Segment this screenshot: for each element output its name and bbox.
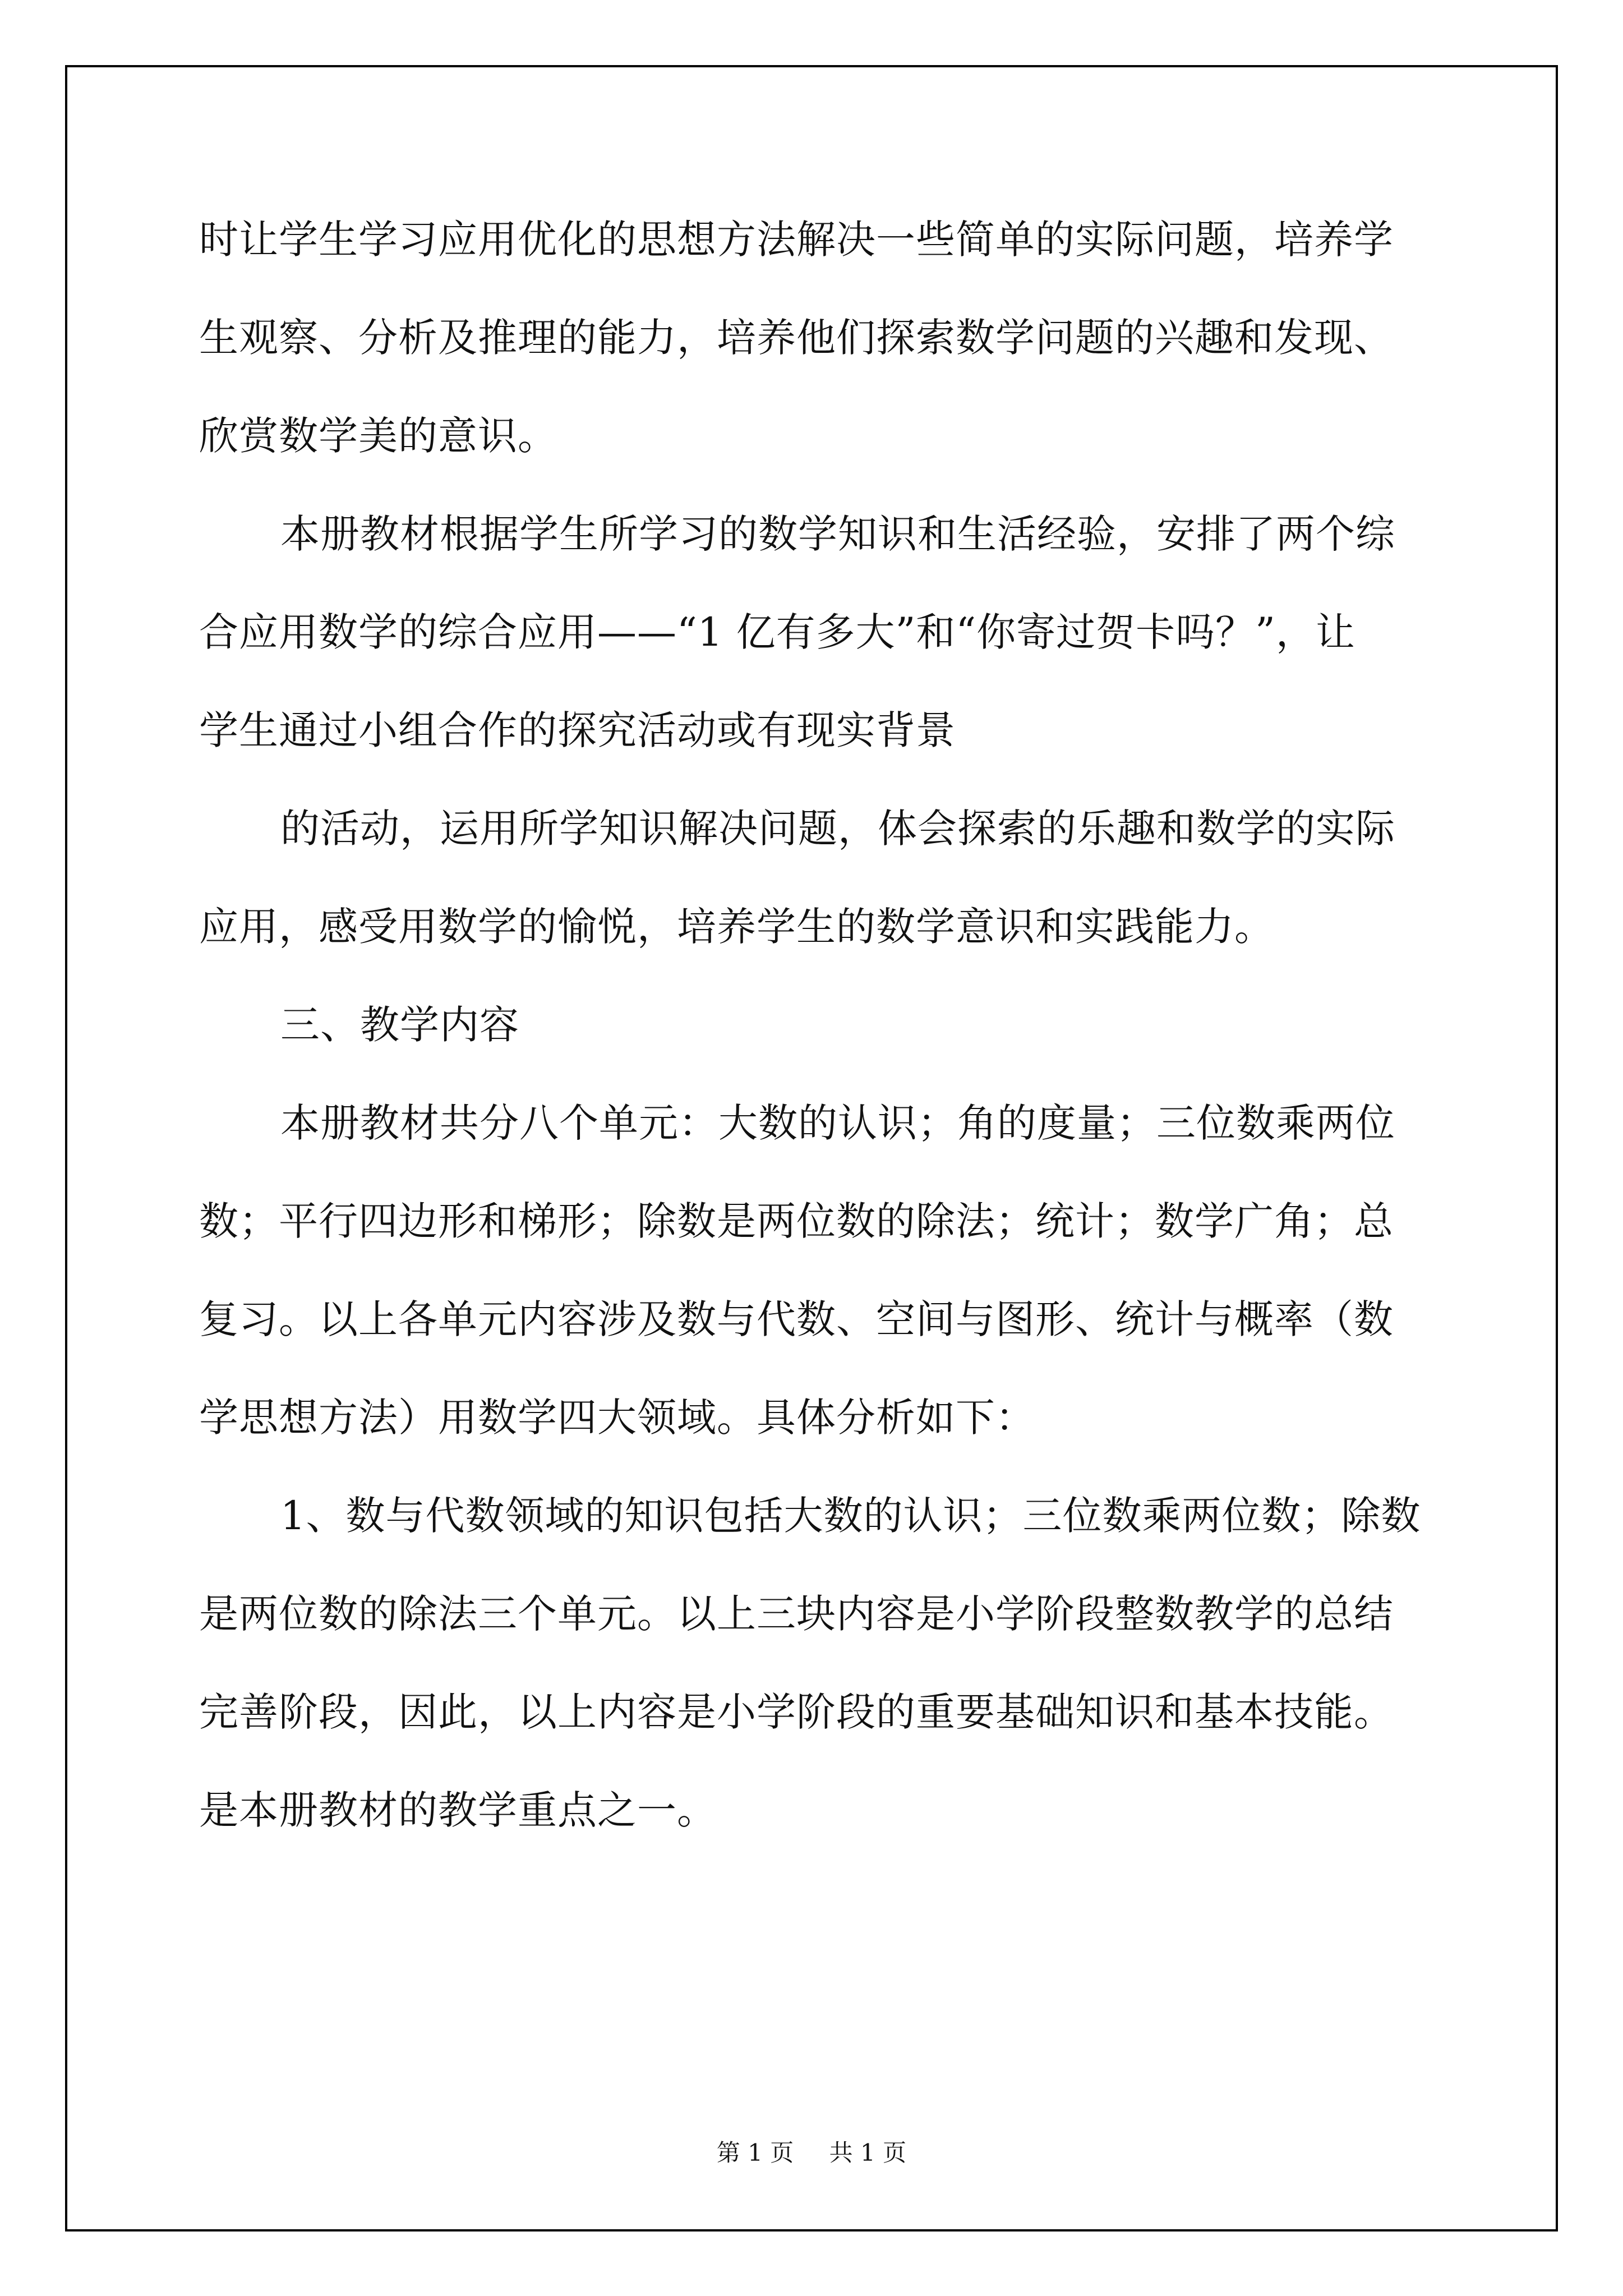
text-line: 合应用数学的综合应用——“1 亿有多大”和“你寄过贺卡吗？”，让 bbox=[199, 609, 1355, 655]
text-line: 1、数与代数领域的知识包括大数的认识；三位数乘两位数；除数 bbox=[280, 1493, 1421, 1539]
page-number: 第 1 页 bbox=[716, 2139, 794, 2166]
text-line: 本册教材共分八个单元：大数的认识；角的度量；三位数乘两位 bbox=[280, 1100, 1395, 1146]
text-line: 是本册教材的教学重点之一。 bbox=[199, 1787, 717, 1833]
text-line: 时让学生学习应用优化的思想方法解决一些简单的实际问题，培养学 bbox=[199, 217, 1394, 263]
text-line: 是两位数的除法三个单元。以上三块内容是小学阶段整数教学的总结 bbox=[199, 1591, 1394, 1637]
text-line: 的活动，运用所学知识解决问题，体会探索的乐趣和数学的实际 bbox=[280, 806, 1395, 852]
text-line: 生观察、分析及推理的能力，培养他们探索数学问题的兴趣和发现、 bbox=[199, 315, 1394, 361]
text-line: 复习。以上各单元内容涉及数与代数、空间与图形、统计与概率（数 bbox=[199, 1296, 1394, 1342]
page-footer bbox=[0, 2134, 1623, 2168]
text-line: 完善阶段，因此，以上内容是小学阶段的重要基础知识和基本技能。 bbox=[199, 1689, 1394, 1735]
text-line: 学生通过小组合作的探究活动或有现实背景 bbox=[199, 707, 956, 753]
text-line: 数；平行四边形和梯形；除数是两位数的除法；统计；数学广角；总 bbox=[199, 1198, 1394, 1244]
section-heading: 三、教学内容 bbox=[280, 1002, 519, 1048]
text-line: 欣赏数学美的意识。 bbox=[199, 413, 557, 459]
text-line: 学思想方法）用数学四大领域。具体分析如下： bbox=[199, 1395, 1035, 1441]
document-body bbox=[199, 191, 1433, 1860]
text-line: 本册教材根据学生所学习的数学知识和生活经验，安排了两个综 bbox=[280, 511, 1395, 557]
text-line: 应用，感受用数学的愉悦，培养学生的数学意识和实践能力。 bbox=[199, 904, 1274, 950]
page-total: 共 1 页 bbox=[829, 2139, 907, 2166]
